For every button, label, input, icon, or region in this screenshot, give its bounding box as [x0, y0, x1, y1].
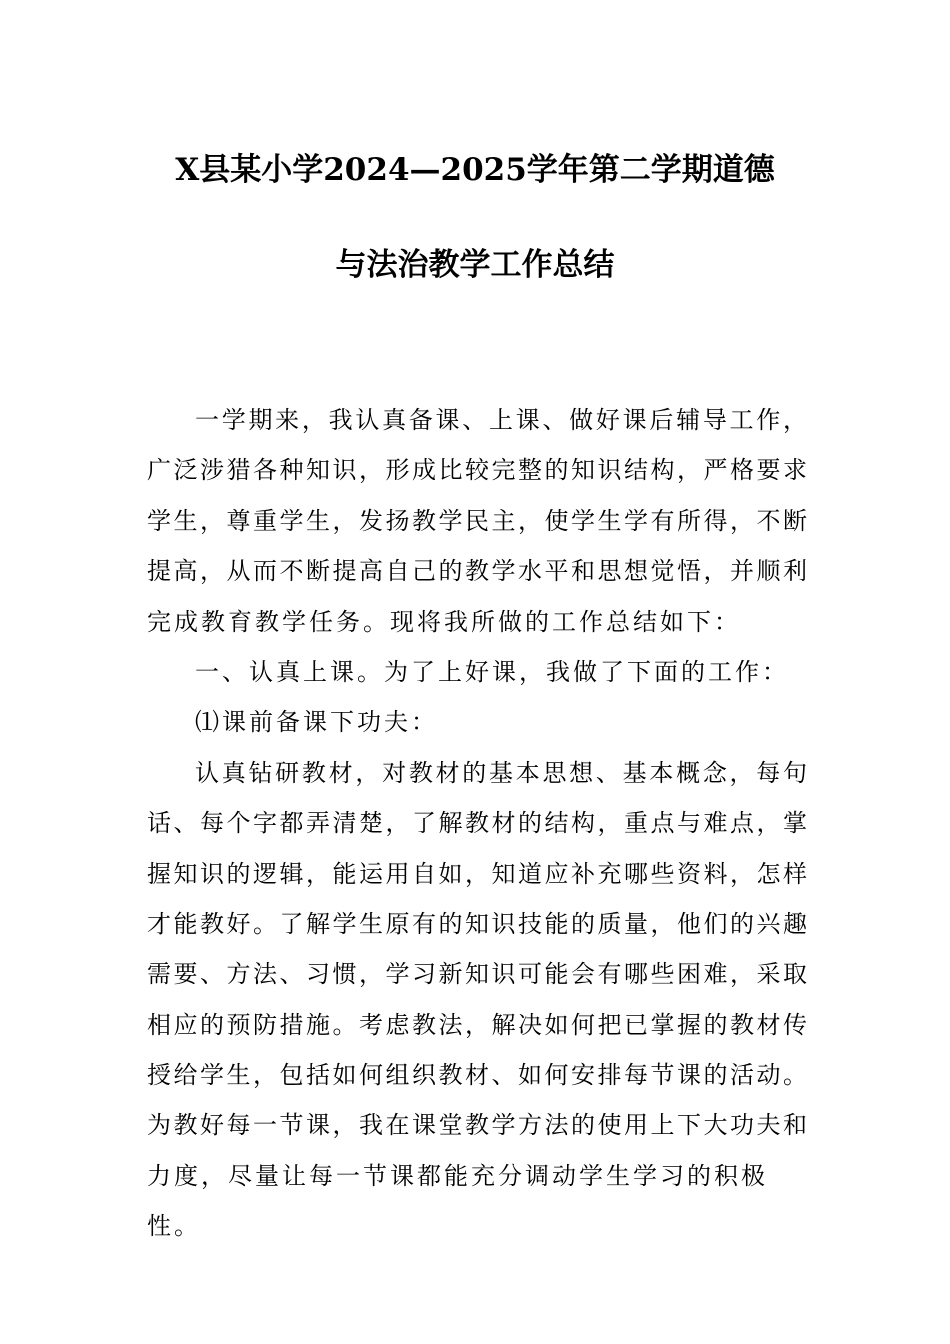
document-body [147, 395, 807, 1241]
paragraph-line: 一学期来，我认真备课、上课、做好课后辅导工作， [195, 406, 807, 434]
paragraph-line: 授给学生，包括如何组织教材、如何安排每节课的活动。 [147, 1061, 807, 1090]
document-title-line-1: X县某小学2024—2025学年第二学期道德 [175, 152, 775, 188]
paragraph-line: 完成教育教学任务。现将我所做的工作总结如下： [147, 607, 741, 636]
paragraph-line: 话、每个字都弄清楚，了解教材的结构，重点与难点，掌 [147, 809, 807, 838]
paragraph-line: 认真钻研教材，对教材的基本思想、基本概念，每句 [195, 758, 807, 787]
paragraph-line: 广泛涉猎各种知识，形成比较完整的知识结构，严格要求 [147, 456, 807, 485]
paragraph [147, 748, 807, 1241]
paragraph [147, 697, 807, 747]
document-title-line-2: 与法治教学工作总结 [335, 247, 615, 283]
paragraph-line: 才能教好。了解学生原有的知识技能的质量，他们的兴趣 [147, 909, 807, 938]
paragraph [147, 395, 807, 647]
paragraph-line: 为教好每一节课，我在课堂教学方法的使用上下大功夫和 [147, 1111, 807, 1140]
paragraph-line: 需要、方法、习惯，学习新知识可能会有哪些困难，采取 [147, 960, 807, 989]
paragraph [147, 647, 807, 697]
paragraph-line: 握知识的逻辑，能运用自如，知道应补充哪些资料，怎样 [147, 859, 807, 888]
paragraph-line: 提高，从而不断提高自己的教学水平和思想觉悟，并顺利 [147, 557, 807, 586]
paragraph-line: 相应的预防措施。考虑教法，解决如何把已掌握的教材传 [147, 1010, 807, 1039]
paragraph-line: 学生，尊重学生，发扬教学民主，使学生学有所得，不断 [147, 506, 807, 535]
paragraph-line: 一、认真上课。为了上好课，我做了下面的工作： [195, 657, 789, 686]
paragraph-line: ⑴课前备课下功夫： [195, 708, 438, 737]
paragraph-line: 力度，尽量让每一节课都能充分调动学生学习的积极性。 [147, 1161, 768, 1241]
